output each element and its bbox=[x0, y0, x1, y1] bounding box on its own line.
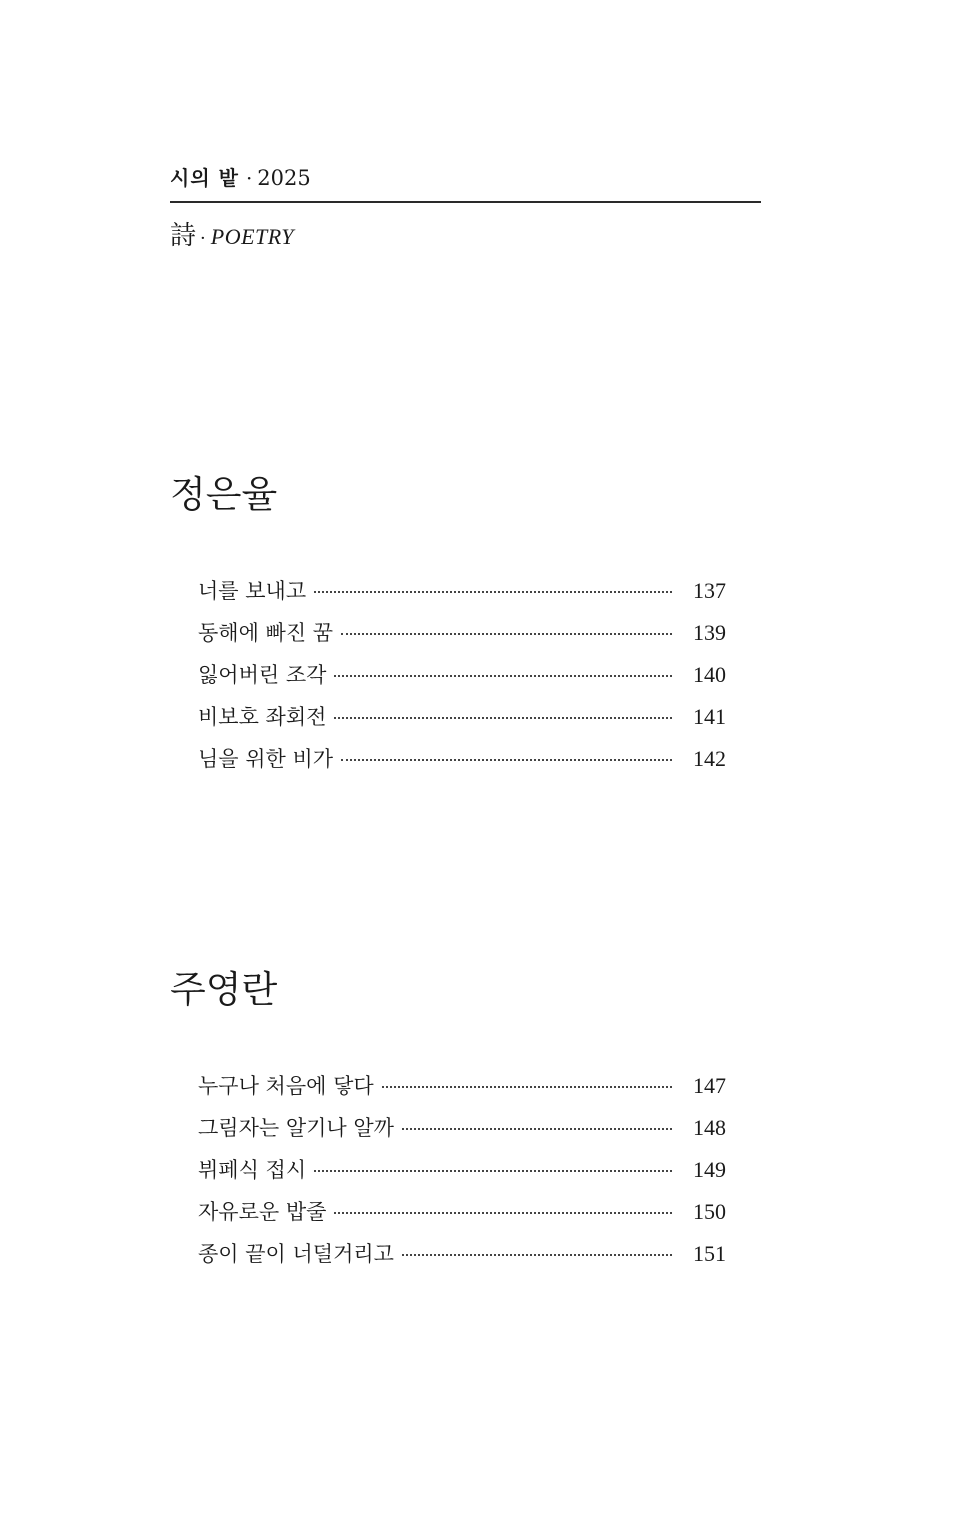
toc-entry[interactable] bbox=[198, 1112, 726, 1154]
section-hanja: 詩 bbox=[170, 221, 197, 251]
page-number: 140 bbox=[693, 662, 726, 687]
dot-leader bbox=[314, 1170, 672, 1172]
poet-section-1 bbox=[170, 473, 730, 785]
poem-title: 종이 끝이 너덜거리고 bbox=[198, 1242, 394, 1266]
page-number: 147 bbox=[693, 1073, 726, 1098]
header-rule bbox=[170, 201, 761, 203]
section-separator: · bbox=[200, 228, 206, 249]
section-latin: POETRY bbox=[210, 224, 295, 249]
dot-leader bbox=[402, 1128, 672, 1130]
toc-entry[interactable] bbox=[198, 1070, 726, 1112]
page-number: 142 bbox=[693, 746, 726, 771]
dot-leader bbox=[334, 1212, 672, 1214]
running-header bbox=[170, 162, 761, 252]
poet-name: 정은율 bbox=[170, 473, 278, 516]
page-number: 149 bbox=[693, 1157, 726, 1182]
toc-entry[interactable] bbox=[198, 1238, 726, 1280]
poem-title: 님을 위한 비가 bbox=[198, 747, 334, 771]
page-number: 150 bbox=[693, 1199, 726, 1224]
toc-entry[interactable] bbox=[198, 1196, 726, 1238]
toc-entry[interactable] bbox=[198, 701, 726, 743]
section-label bbox=[170, 215, 761, 252]
poem-title: 동해에 빠진 꿈 bbox=[198, 621, 334, 645]
toc-entry[interactable] bbox=[198, 659, 726, 701]
page-number: 137 bbox=[693, 578, 726, 603]
toc-entry[interactable] bbox=[198, 743, 726, 785]
header-top-line bbox=[170, 162, 761, 194]
dot-leader bbox=[382, 1086, 672, 1088]
page-number: 148 bbox=[693, 1115, 726, 1140]
dot-leader bbox=[334, 717, 672, 719]
poem-title: 그림자는 알기나 알까 bbox=[198, 1116, 394, 1140]
poem-title: 잃어버린 조각 bbox=[198, 663, 327, 687]
poem-title: 뷔페식 접시 bbox=[198, 1158, 307, 1182]
journal-year: 2025 bbox=[257, 166, 311, 190]
journal-name: 시의 밭 bbox=[170, 166, 239, 190]
poem-title: 누구나 처음에 닿다 bbox=[198, 1074, 374, 1098]
toc-entry[interactable] bbox=[198, 575, 726, 617]
poem-title: 비보호 좌회전 bbox=[198, 705, 327, 729]
dot-leader bbox=[341, 759, 672, 761]
page-number: 151 bbox=[693, 1241, 726, 1266]
toc-entry[interactable] bbox=[198, 1154, 726, 1196]
header-separator: · bbox=[245, 166, 253, 190]
poet-section-2 bbox=[170, 968, 730, 1280]
dot-leader bbox=[402, 1254, 672, 1256]
toc-list bbox=[198, 575, 726, 785]
dot-leader bbox=[314, 591, 672, 593]
dot-leader bbox=[334, 675, 672, 677]
dot-leader bbox=[341, 633, 672, 635]
toc-entry[interactable] bbox=[198, 617, 726, 659]
page-number: 139 bbox=[693, 620, 726, 645]
page-number: 141 bbox=[693, 704, 726, 729]
poem-title: 자유로운 밥줄 bbox=[198, 1200, 327, 1224]
poem-title: 너를 보내고 bbox=[198, 579, 307, 603]
poet-name: 주영란 bbox=[170, 968, 278, 1011]
toc-list bbox=[198, 1070, 726, 1280]
